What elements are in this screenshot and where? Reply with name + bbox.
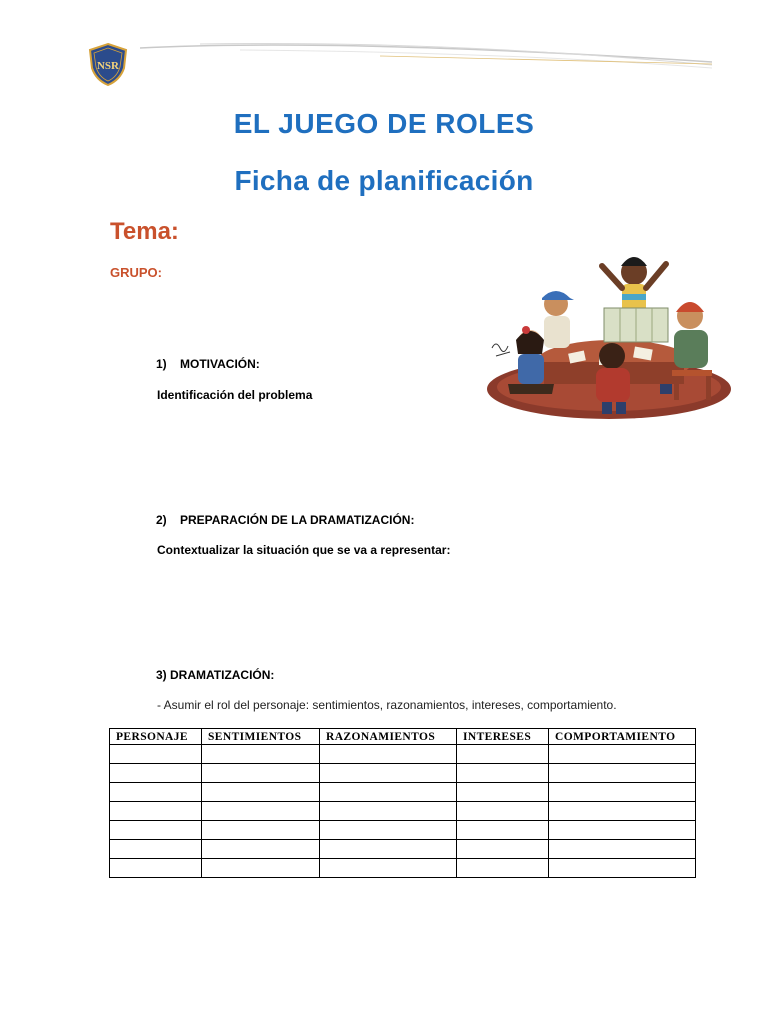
- table-cell[interactable]: [110, 840, 202, 859]
- table-cell[interactable]: [110, 821, 202, 840]
- table-cell[interactable]: [549, 859, 696, 878]
- table-cell[interactable]: [320, 745, 457, 764]
- table-cell[interactable]: [320, 821, 457, 840]
- section-dramatizacion-text: - Asumir el rol del personaje: sentimientos, razonamientos, intereses, comportamiento.: [157, 698, 617, 712]
- table-cell[interactable]: [457, 802, 549, 821]
- section-title: PREPARACIÓN DE LA DRAMATIZACIÓN:: [180, 513, 415, 527]
- logo-text: NSR: [96, 60, 120, 72]
- table-cell[interactable]: [320, 840, 457, 859]
- table-cell[interactable]: [110, 745, 202, 764]
- table-cell[interactable]: [549, 802, 696, 821]
- section-motivacion-heading: [156, 357, 260, 371]
- table-row: [110, 745, 696, 764]
- roles-table: [109, 728, 696, 878]
- column-header-intereses: INTERESES: [457, 729, 549, 745]
- table-cell[interactable]: [202, 783, 320, 802]
- header-swoosh-line: [140, 38, 712, 74]
- section-number: 2): [156, 513, 167, 527]
- table-cell[interactable]: [202, 840, 320, 859]
- table-header-row: [110, 729, 696, 745]
- table-cell[interactable]: [549, 840, 696, 859]
- section-number: 1): [156, 357, 167, 371]
- table-body: [110, 745, 696, 878]
- table-row: [110, 840, 696, 859]
- table-cell[interactable]: [549, 821, 696, 840]
- table-row: [110, 802, 696, 821]
- table-cell[interactable]: [320, 859, 457, 878]
- table-row: [110, 764, 696, 783]
- table-row: [110, 859, 696, 878]
- tema-label: Tema:: [110, 218, 179, 245]
- table-cell[interactable]: [110, 764, 202, 783]
- table-cell[interactable]: [457, 840, 549, 859]
- table-cell[interactable]: [457, 821, 549, 840]
- column-header-razonamientos: RAZONAMIENTOS: [320, 729, 457, 745]
- grupo-label: GRUPO:: [110, 265, 162, 280]
- table-cell[interactable]: [202, 745, 320, 764]
- section-dramatizacion-heading: 3) DRAMATIZACIÓN:: [156, 668, 275, 682]
- column-header-sentimientos: SENTIMIENTOS: [202, 729, 320, 745]
- table-cell[interactable]: [549, 745, 696, 764]
- table-cell[interactable]: [457, 764, 549, 783]
- table-cell[interactable]: [202, 821, 320, 840]
- document-subtitle: Ficha de planificación: [234, 165, 534, 196]
- table-cell[interactable]: [110, 859, 202, 878]
- table-cell[interactable]: [320, 764, 457, 783]
- section-motivacion-text: Identificación del problema: [157, 388, 313, 402]
- table-cell[interactable]: [457, 745, 549, 764]
- table-cell[interactable]: [457, 783, 549, 802]
- document-title: EL JUEGO DE ROLES: [233, 108, 535, 139]
- table-cell[interactable]: [202, 859, 320, 878]
- section-title: MOTIVACIÓN:: [180, 357, 260, 371]
- column-header-personaje: PERSONAJE: [110, 729, 202, 745]
- children-role-play-illustration: [484, 244, 734, 424]
- table-cell[interactable]: [320, 783, 457, 802]
- school-logo: [86, 42, 130, 86]
- table-row: [110, 783, 696, 802]
- table-cell[interactable]: [202, 802, 320, 821]
- section-preparacion-heading: [156, 513, 414, 527]
- table-cell[interactable]: [549, 783, 696, 802]
- table-cell[interactable]: [110, 802, 202, 821]
- section-preparacion-text: Contextualizar la situación que se va a representar:: [157, 543, 451, 557]
- table-cell[interactable]: [320, 802, 457, 821]
- table-cell[interactable]: [549, 764, 696, 783]
- column-header-comportamiento: COMPORTAMIENTO: [549, 729, 696, 745]
- table-cell[interactable]: [110, 783, 202, 802]
- table-row: [110, 821, 696, 840]
- table-cell[interactable]: [202, 764, 320, 783]
- table-cell[interactable]: [457, 859, 549, 878]
